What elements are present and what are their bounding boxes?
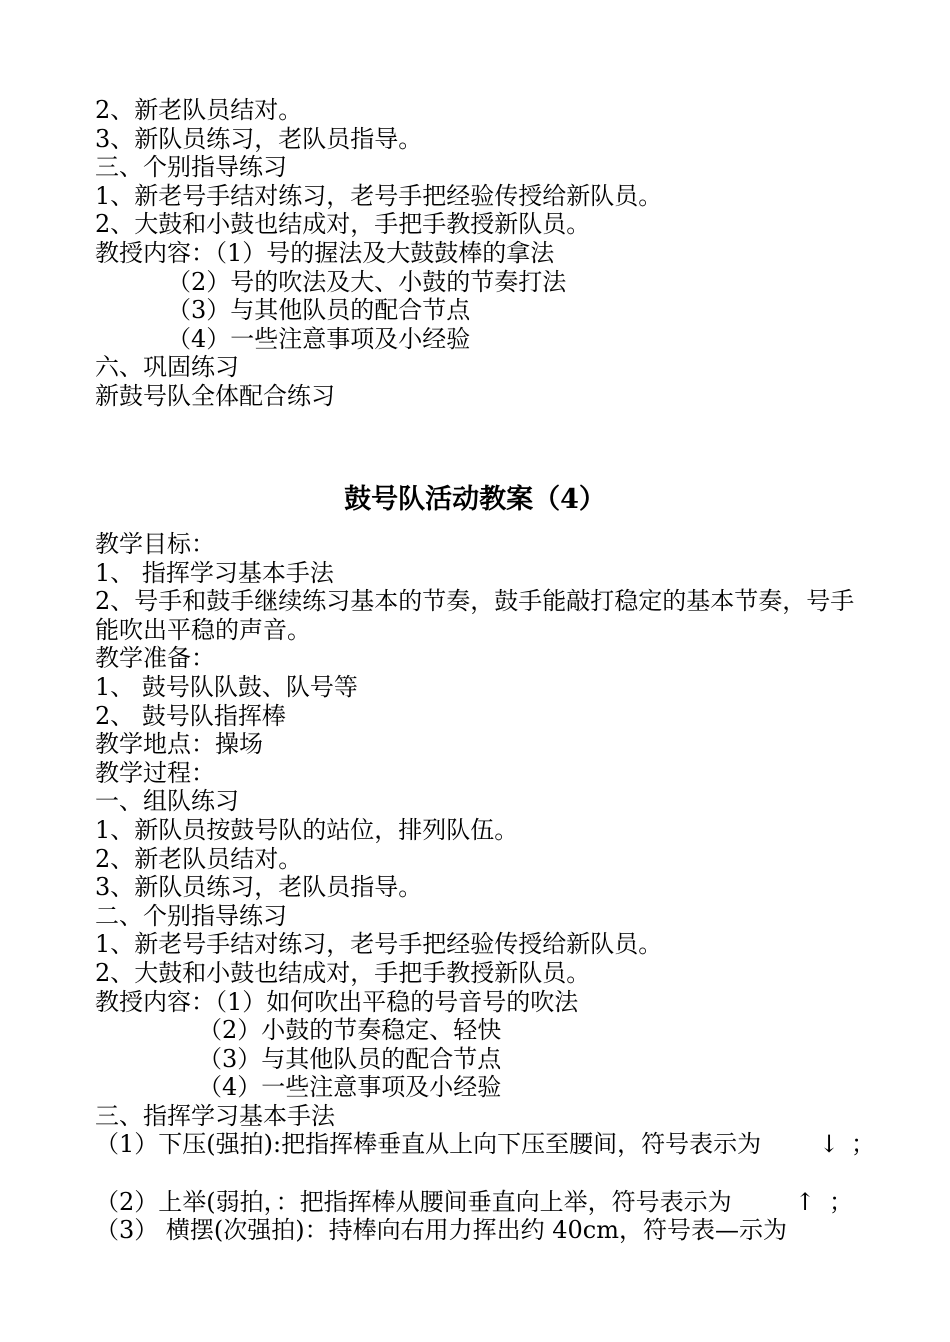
- conducting-item-1: [95, 1130, 875, 1159]
- text-paragraph: 2、号手和鼓手继续练习基本的节奏，鼓手能敲打稳定的基本节奏，号手能吹出平稳的声音。: [95, 587, 855, 644]
- text-line: 教学地点：操场: [95, 730, 263, 759]
- up-arrow-symbol: ↑: [795, 1187, 816, 1216]
- lesson-title: 鼓号队活动教案（4）: [344, 484, 606, 515]
- previous-lesson-section: [95, 96, 875, 411]
- indented-item: （4）一些注意事项及小经验: [198, 1073, 502, 1102]
- text-line: 教学准备：: [95, 644, 215, 673]
- indented-item: （4）一些注意事项及小经验: [167, 324, 471, 353]
- indented-item: （2）小鼓的节奏稳定、轻快: [198, 1016, 502, 1045]
- section-heading: 一、组队练习: [95, 787, 239, 816]
- item-end-mark: ；: [829, 1187, 853, 1216]
- text-line: 教学目标：: [95, 530, 215, 558]
- text-line: 1、 指挥学习基本手法: [95, 558, 334, 587]
- item-text: （2）上举(弱拍，：把指挥棒从腰间垂直向上举，符号表示为: [95, 1187, 732, 1216]
- text-line: 3、新队员练习，老队员指导。: [95, 873, 423, 902]
- text-line: 2、新老队员结对。: [95, 844, 303, 873]
- text-line: 2、大鼓和小鼓也结成对，手把手教授新队员。: [95, 210, 591, 239]
- text-line: 1、新老号手结对练习，老号手把经验传授给新队员。: [95, 181, 663, 210]
- text-line: 1、 鼓号队队鼓、队号等: [95, 672, 358, 701]
- text-line: 1、新老号手结对练习，老号手把经验传授给新队员。: [95, 930, 663, 959]
- conducting-item-2: [95, 1188, 875, 1217]
- item-text: （1）下压(强拍):把指挥棒垂直从上向下压至腰间，符号表示为: [95, 1130, 762, 1159]
- down-arrow-symbol: ↓: [819, 1130, 840, 1159]
- text-line: 教授内容：（1）如何吹出平稳的号音号的吹法: [95, 987, 579, 1016]
- section-heading: 三、个别指导练习: [95, 153, 287, 182]
- lesson4-body: [95, 530, 875, 1245]
- item-end-mark: ；: [851, 1130, 875, 1159]
- text-line: 教学过程：: [95, 758, 215, 787]
- indented-item: （3）与其他队员的配合节点: [167, 296, 471, 325]
- section-heading: 六、巩固练习: [95, 353, 239, 382]
- text-line: 2、大鼓和小鼓也结成对，手把手教授新队员。: [95, 958, 591, 987]
- text-line: 2、 鼓号队指挥棒: [95, 701, 286, 730]
- text-line: 3、新队员练习，老队员指导。: [95, 124, 423, 153]
- text-line: 教授内容：（1）号的握法及大鼓鼓棒的拿法: [95, 238, 555, 267]
- indented-item: （2）号的吹法及大、小鼓的节奏打法: [167, 267, 567, 296]
- text-line: 1、新队员按鼓号队的站位，排列队伍。: [95, 815, 519, 844]
- section-heading: 三、指挥学习基本手法: [95, 1101, 335, 1130]
- indented-item: （3）与其他队员的配合节点: [198, 1044, 502, 1073]
- text-line: 新鼓号队全体配合练习: [95, 381, 335, 410]
- conducting-item-3: （3） 横摆(次强拍)：持棒向右用力挥出约 40cm，符号表—示为: [95, 1216, 787, 1245]
- text-line: 2、新老队员结对。: [95, 96, 303, 124]
- section-heading: 二、个别指导练习: [95, 901, 287, 930]
